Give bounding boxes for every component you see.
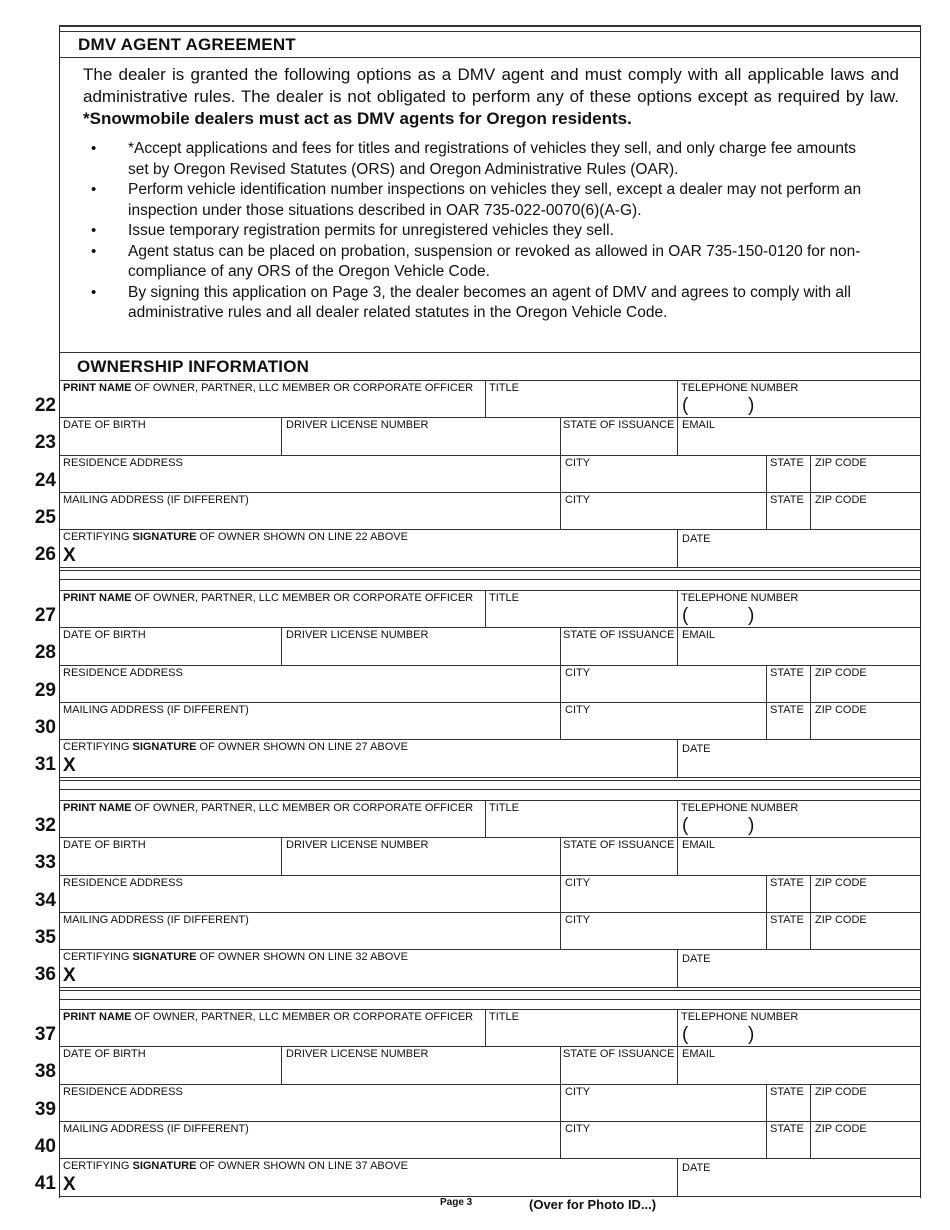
- agreement-title: DMV AGENT AGREEMENT: [78, 35, 296, 54]
- signature-label-part: ABOVE: [370, 531, 408, 543]
- cell-divider: [677, 380, 678, 417]
- signature-label-part: OF OWNER SHOWN ON LINE: [199, 531, 353, 543]
- signature-label-part: 37: [355, 1160, 368, 1172]
- print-name-rest: OF OWNER, PARTNER, LLC MEMBER OR CORPORATE OFFICER: [134, 382, 474, 394]
- certifying-signature-label: [63, 741, 408, 754]
- owner-row-rule: [59, 739, 921, 740]
- cell-divider: [560, 492, 561, 529]
- cell-divider: [281, 627, 282, 665]
- owner-separator-rule: [59, 990, 921, 991]
- mailing-address-label: MAILING ADDRESS (IF DIFFERENT): [63, 1123, 249, 1135]
- owner-row-rule: [59, 777, 921, 778]
- city-label: CITY: [565, 667, 591, 679]
- area-code-close-paren: ): [748, 395, 755, 416]
- cell-divider: [485, 380, 486, 417]
- cell-divider: [485, 800, 486, 837]
- line-number: 40: [34, 1136, 56, 1157]
- print-name-bold: PRINT NAME: [63, 382, 132, 394]
- certifying-signature-label: [63, 951, 408, 964]
- residence-address-label: RESIDENCE ADDRESS: [63, 1086, 183, 1098]
- zip-code-label: ZIP CODE: [815, 877, 867, 889]
- owner-row-rule: [59, 455, 921, 456]
- email-label: EMAIL: [682, 839, 716, 851]
- signature-label-part: OF OWNER SHOWN ON LINE: [199, 1160, 353, 1172]
- cell-divider: [560, 912, 561, 949]
- signature-x-mark: X: [63, 755, 76, 776]
- print-name-label: [63, 382, 473, 395]
- cell-divider: [677, 590, 678, 627]
- cell-divider: [766, 875, 767, 912]
- print-name-rest: OF OWNER, PARTNER, LLC MEMBER OR CORPORATE OFFICER: [134, 802, 474, 814]
- area-code-open-paren: (: [682, 605, 689, 626]
- line-number: 34: [34, 890, 56, 911]
- telephone-label: TELEPHONE NUMBER: [681, 1011, 799, 1023]
- certifying-signature-label: [63, 1160, 408, 1173]
- line-number: 35: [34, 927, 56, 948]
- signature-label-part: SIGNATURE: [132, 741, 197, 753]
- cell-divider: [281, 417, 282, 455]
- email-label: EMAIL: [682, 1048, 716, 1060]
- owner-row-rule: [59, 987, 921, 988]
- cell-divider: [560, 837, 561, 875]
- top-rule-inner: [59, 31, 921, 32]
- owner-separator-rule: [59, 570, 921, 571]
- signature-label-part: CERTIFYING: [63, 741, 130, 753]
- cell-divider: [810, 455, 811, 492]
- cell-divider: [810, 492, 811, 529]
- signature-label-part: ABOVE: [370, 741, 408, 753]
- cell-divider: [560, 665, 561, 702]
- page-number: Page 3: [440, 1197, 473, 1208]
- cell-divider: [810, 665, 811, 702]
- owner-row-rule: [59, 875, 921, 876]
- cell-divider: [677, 529, 678, 567]
- owner-row-rule: [59, 492, 921, 493]
- residence-address-label: RESIDENCE ADDRESS: [63, 457, 183, 469]
- cell-divider: [766, 912, 767, 949]
- certifying-signature-label: [63, 531, 408, 544]
- zip-code-label: ZIP CODE: [815, 667, 867, 679]
- city-label: CITY: [565, 877, 591, 889]
- cell-divider: [677, 949, 678, 987]
- ownership-title: OWNERSHIP INFORMATION: [77, 357, 310, 376]
- city-label: CITY: [565, 494, 591, 506]
- print-name-rest: OF OWNER, PARTNER, LLC MEMBER OR CORPORATE OFFICER: [134, 1011, 474, 1023]
- signature-label-part: ABOVE: [370, 1160, 408, 1172]
- owner-row-rule: [59, 702, 921, 703]
- agreement-bullet: • *Accept applications and fees for titles and registrations of vehicles they sell, and only charge fee amounts set by Oregon Revised Statutes (ORS) and Oregon Administrative Rules (OAR).: [90, 139, 880, 180]
- mailing-address-label: MAILING ADDRESS (IF DIFFERENT): [63, 494, 249, 506]
- cell-divider: [560, 1084, 561, 1121]
- line-number: 28: [34, 642, 56, 663]
- signature-label-part: OF OWNER SHOWN ON LINE: [199, 741, 353, 753]
- agreement-intro-text: The dealer is granted the following options as a DMV agent and must comply with all applicable laws and administrative rules. The dealer is not obligated to perform any of these options except as required by law.: [83, 65, 899, 106]
- signature-label-part: CERTIFYING: [63, 531, 130, 543]
- zip-code-label: ZIP CODE: [815, 494, 867, 506]
- line-number: 41: [34, 1173, 56, 1194]
- residence-address-label: RESIDENCE ADDRESS: [63, 877, 183, 889]
- city-label: CITY: [565, 1123, 591, 1135]
- ownership-top-rule: [59, 352, 921, 353]
- cell-divider: [677, 1046, 678, 1084]
- residence-address-label: RESIDENCE ADDRESS: [63, 667, 183, 679]
- area-code-close-paren: ): [748, 605, 755, 626]
- cell-divider: [281, 1046, 282, 1084]
- cell-divider: [677, 627, 678, 665]
- cell-divider: [560, 1046, 561, 1084]
- cell-divider: [677, 739, 678, 777]
- owner-row-rule: [59, 1046, 921, 1047]
- owner-row-rule: [59, 949, 921, 950]
- area-code-open-paren: (: [682, 815, 689, 836]
- line-number: 32: [34, 815, 56, 836]
- agreement-bullet: • Issue temporary registration permits for unregistered vehicles they sell.: [90, 221, 880, 242]
- agreement-title-rule: [59, 57, 921, 58]
- signature-label-part: OF OWNER SHOWN ON LINE: [199, 951, 353, 963]
- city-label: CITY: [565, 1086, 591, 1098]
- cell-divider: [677, 1158, 678, 1196]
- zip-code-label: ZIP CODE: [815, 704, 867, 716]
- agreement-bullet: • Perform vehicle identification number inspections on vehicles they sell, except a dealer may not perform an inspection under those situations described in OAR 735-022-0070(6)(A-G).: [90, 180, 880, 221]
- cell-divider: [560, 702, 561, 739]
- signature-label-part: SIGNATURE: [132, 951, 197, 963]
- top-rule: [59, 25, 921, 27]
- line-number: 30: [34, 717, 56, 738]
- cell-divider: [677, 800, 678, 837]
- print-name-bold: PRINT NAME: [63, 802, 132, 814]
- signature-label-part: CERTIFYING: [63, 951, 130, 963]
- owner-separator-rule: [59, 579, 921, 580]
- owner-row-rule: [59, 912, 921, 913]
- state-label: STATE: [770, 1086, 804, 1098]
- state-label: STATE: [770, 667, 804, 679]
- city-label: CITY: [565, 704, 591, 716]
- state-of-issuance-label: STATE OF ISSUANCE: [563, 419, 675, 431]
- driver-license-label: DRIVER LICENSE NUMBER: [286, 839, 429, 851]
- agreement-intro-bold: *Snowmobile dealers must act as DMV agents for Oregon residents.: [83, 109, 632, 128]
- date-of-birth-label: DATE OF BIRTH: [63, 839, 146, 851]
- signature-label-part: CERTIFYING: [63, 1160, 130, 1172]
- line-number: 36: [34, 964, 56, 985]
- owner-row-rule: [59, 627, 921, 628]
- signature-x-mark: X: [63, 1174, 76, 1195]
- print-name-bold: PRINT NAME: [63, 1011, 132, 1023]
- line-number: 22: [34, 395, 56, 416]
- cell-divider: [766, 1121, 767, 1158]
- cell-divider: [560, 875, 561, 912]
- mailing-address-label: MAILING ADDRESS (IF DIFFERENT): [63, 704, 249, 716]
- area-code-open-paren: (: [682, 395, 689, 416]
- zip-code-label: ZIP CODE: [815, 1123, 867, 1135]
- owner-row-rule: [59, 567, 921, 568]
- driver-license-label: DRIVER LICENSE NUMBER: [286, 419, 429, 431]
- agreement-bullet-list: [90, 139, 880, 324]
- cell-divider: [810, 702, 811, 739]
- owner-row-rule: [59, 529, 921, 530]
- state-label: STATE: [770, 914, 804, 926]
- owner-row-rule: [59, 417, 921, 418]
- state-of-issuance-label: STATE OF ISSUANCE: [563, 629, 675, 641]
- signature-label-part: 22: [355, 531, 368, 543]
- area-code-close-paren: ): [748, 815, 755, 836]
- email-label: EMAIL: [682, 629, 716, 641]
- signature-label-part: 27: [355, 741, 368, 753]
- city-label: CITY: [565, 457, 591, 469]
- owner-row-rule: [59, 1009, 921, 1010]
- agreement-intro: [83, 64, 899, 130]
- line-number: 23: [34, 432, 56, 453]
- state-label: STATE: [770, 457, 804, 469]
- cell-divider: [485, 1009, 486, 1046]
- print-name-label: [63, 802, 473, 815]
- agreement-bullet: • By signing this application on Page 3, the dealer becomes an agent of DMV and agrees to comply with all administrative rules and all dealer related statutes in the Oregon Vehicle Code.: [90, 283, 880, 324]
- line-number: 26: [34, 544, 56, 565]
- mailing-address-label: MAILING ADDRESS (IF DIFFERENT): [63, 914, 249, 926]
- state-label: STATE: [770, 877, 804, 889]
- cell-divider: [560, 417, 561, 455]
- signature-label-part: SIGNATURE: [132, 1160, 197, 1172]
- owner-row-rule: [59, 800, 921, 801]
- date-label: DATE: [682, 533, 711, 545]
- print-name-rest: OF OWNER, PARTNER, LLC MEMBER OR CORPORATE OFFICER: [134, 592, 474, 604]
- line-number: 33: [34, 852, 56, 873]
- date-label: DATE: [682, 1162, 711, 1174]
- line-number: 25: [34, 507, 56, 528]
- driver-license-label: DRIVER LICENSE NUMBER: [286, 629, 429, 641]
- date-of-birth-label: DATE OF BIRTH: [63, 1048, 146, 1060]
- state-of-issuance-label: STATE OF ISSUANCE: [563, 1048, 675, 1060]
- title-label: TITLE: [489, 802, 519, 814]
- cell-divider: [560, 1121, 561, 1158]
- line-number: 27: [34, 605, 56, 626]
- title-label: TITLE: [489, 592, 519, 604]
- telephone-label: TELEPHONE NUMBER: [681, 802, 799, 814]
- date-of-birth-label: DATE OF BIRTH: [63, 419, 146, 431]
- signature-x-mark: X: [63, 965, 76, 986]
- cell-divider: [677, 417, 678, 455]
- date-label: DATE: [682, 743, 711, 755]
- line-number: 24: [34, 470, 56, 491]
- cell-divider: [766, 492, 767, 529]
- owner-row-rule: [59, 380, 921, 381]
- email-label: EMAIL: [682, 419, 716, 431]
- area-code-open-paren: (: [682, 1024, 689, 1045]
- driver-license-label: DRIVER LICENSE NUMBER: [286, 1048, 429, 1060]
- signature-label-part: ABOVE: [370, 951, 408, 963]
- date-of-birth-label: DATE OF BIRTH: [63, 629, 146, 641]
- owner-row-rule: [59, 837, 921, 838]
- telephone-label: TELEPHONE NUMBER: [681, 382, 799, 394]
- owner-row-rule: [59, 1158, 921, 1159]
- agreement-bullet: • Agent status can be placed on probation, suspension or revoked as allowed in OAR 735-150-0120 for non-compliance of any ORS of the Oregon Vehicle Code.: [90, 242, 880, 283]
- print-name-bold: PRINT NAME: [63, 592, 132, 604]
- cell-divider: [560, 455, 561, 492]
- cell-divider: [810, 1121, 811, 1158]
- state-label: STATE: [770, 494, 804, 506]
- zip-code-label: ZIP CODE: [815, 914, 867, 926]
- signature-label-part: 32: [355, 951, 368, 963]
- cell-divider: [810, 875, 811, 912]
- title-label: TITLE: [489, 1011, 519, 1023]
- cell-divider: [766, 665, 767, 702]
- area-code-close-paren: ): [748, 1024, 755, 1045]
- state-of-issuance-label: STATE OF ISSUANCE: [563, 839, 675, 851]
- line-number: 38: [34, 1061, 56, 1082]
- cell-divider: [810, 1084, 811, 1121]
- cell-divider: [766, 455, 767, 492]
- signature-label-part: SIGNATURE: [132, 531, 197, 543]
- owner-separator-rule: [59, 789, 921, 790]
- cell-divider: [677, 837, 678, 875]
- telephone-label: TELEPHONE NUMBER: [681, 592, 799, 604]
- state-label: STATE: [770, 704, 804, 716]
- cell-divider: [281, 837, 282, 875]
- over-note: (Over for Photo ID...): [529, 1197, 657, 1212]
- cell-divider: [677, 1009, 678, 1046]
- owner-row-rule: [59, 590, 921, 591]
- line-number: 31: [34, 754, 56, 775]
- owner-row-rule: [59, 1121, 921, 1122]
- owner-separator-rule: [59, 999, 921, 1000]
- owner-row-rule: [59, 1196, 921, 1197]
- line-number: 29: [34, 680, 56, 701]
- owner-separator-rule: [59, 780, 921, 781]
- owner-row-rule: [59, 665, 921, 666]
- zip-code-label: ZIP CODE: [815, 457, 867, 469]
- signature-x-mark: X: [63, 545, 76, 566]
- zip-code-label: ZIP CODE: [815, 1086, 867, 1098]
- state-label: STATE: [770, 1123, 804, 1135]
- cell-divider: [560, 627, 561, 665]
- cell-divider: [766, 1084, 767, 1121]
- print-name-label: [63, 1011, 473, 1024]
- line-number: 39: [34, 1099, 56, 1120]
- line-number: 37: [34, 1024, 56, 1045]
- cell-divider: [810, 912, 811, 949]
- cell-divider: [485, 590, 486, 627]
- cell-divider: [766, 702, 767, 739]
- print-name-label: [63, 592, 473, 605]
- title-label: TITLE: [489, 382, 519, 394]
- owner-row-rule: [59, 1084, 921, 1085]
- city-label: CITY: [565, 914, 591, 926]
- date-label: DATE: [682, 953, 711, 965]
